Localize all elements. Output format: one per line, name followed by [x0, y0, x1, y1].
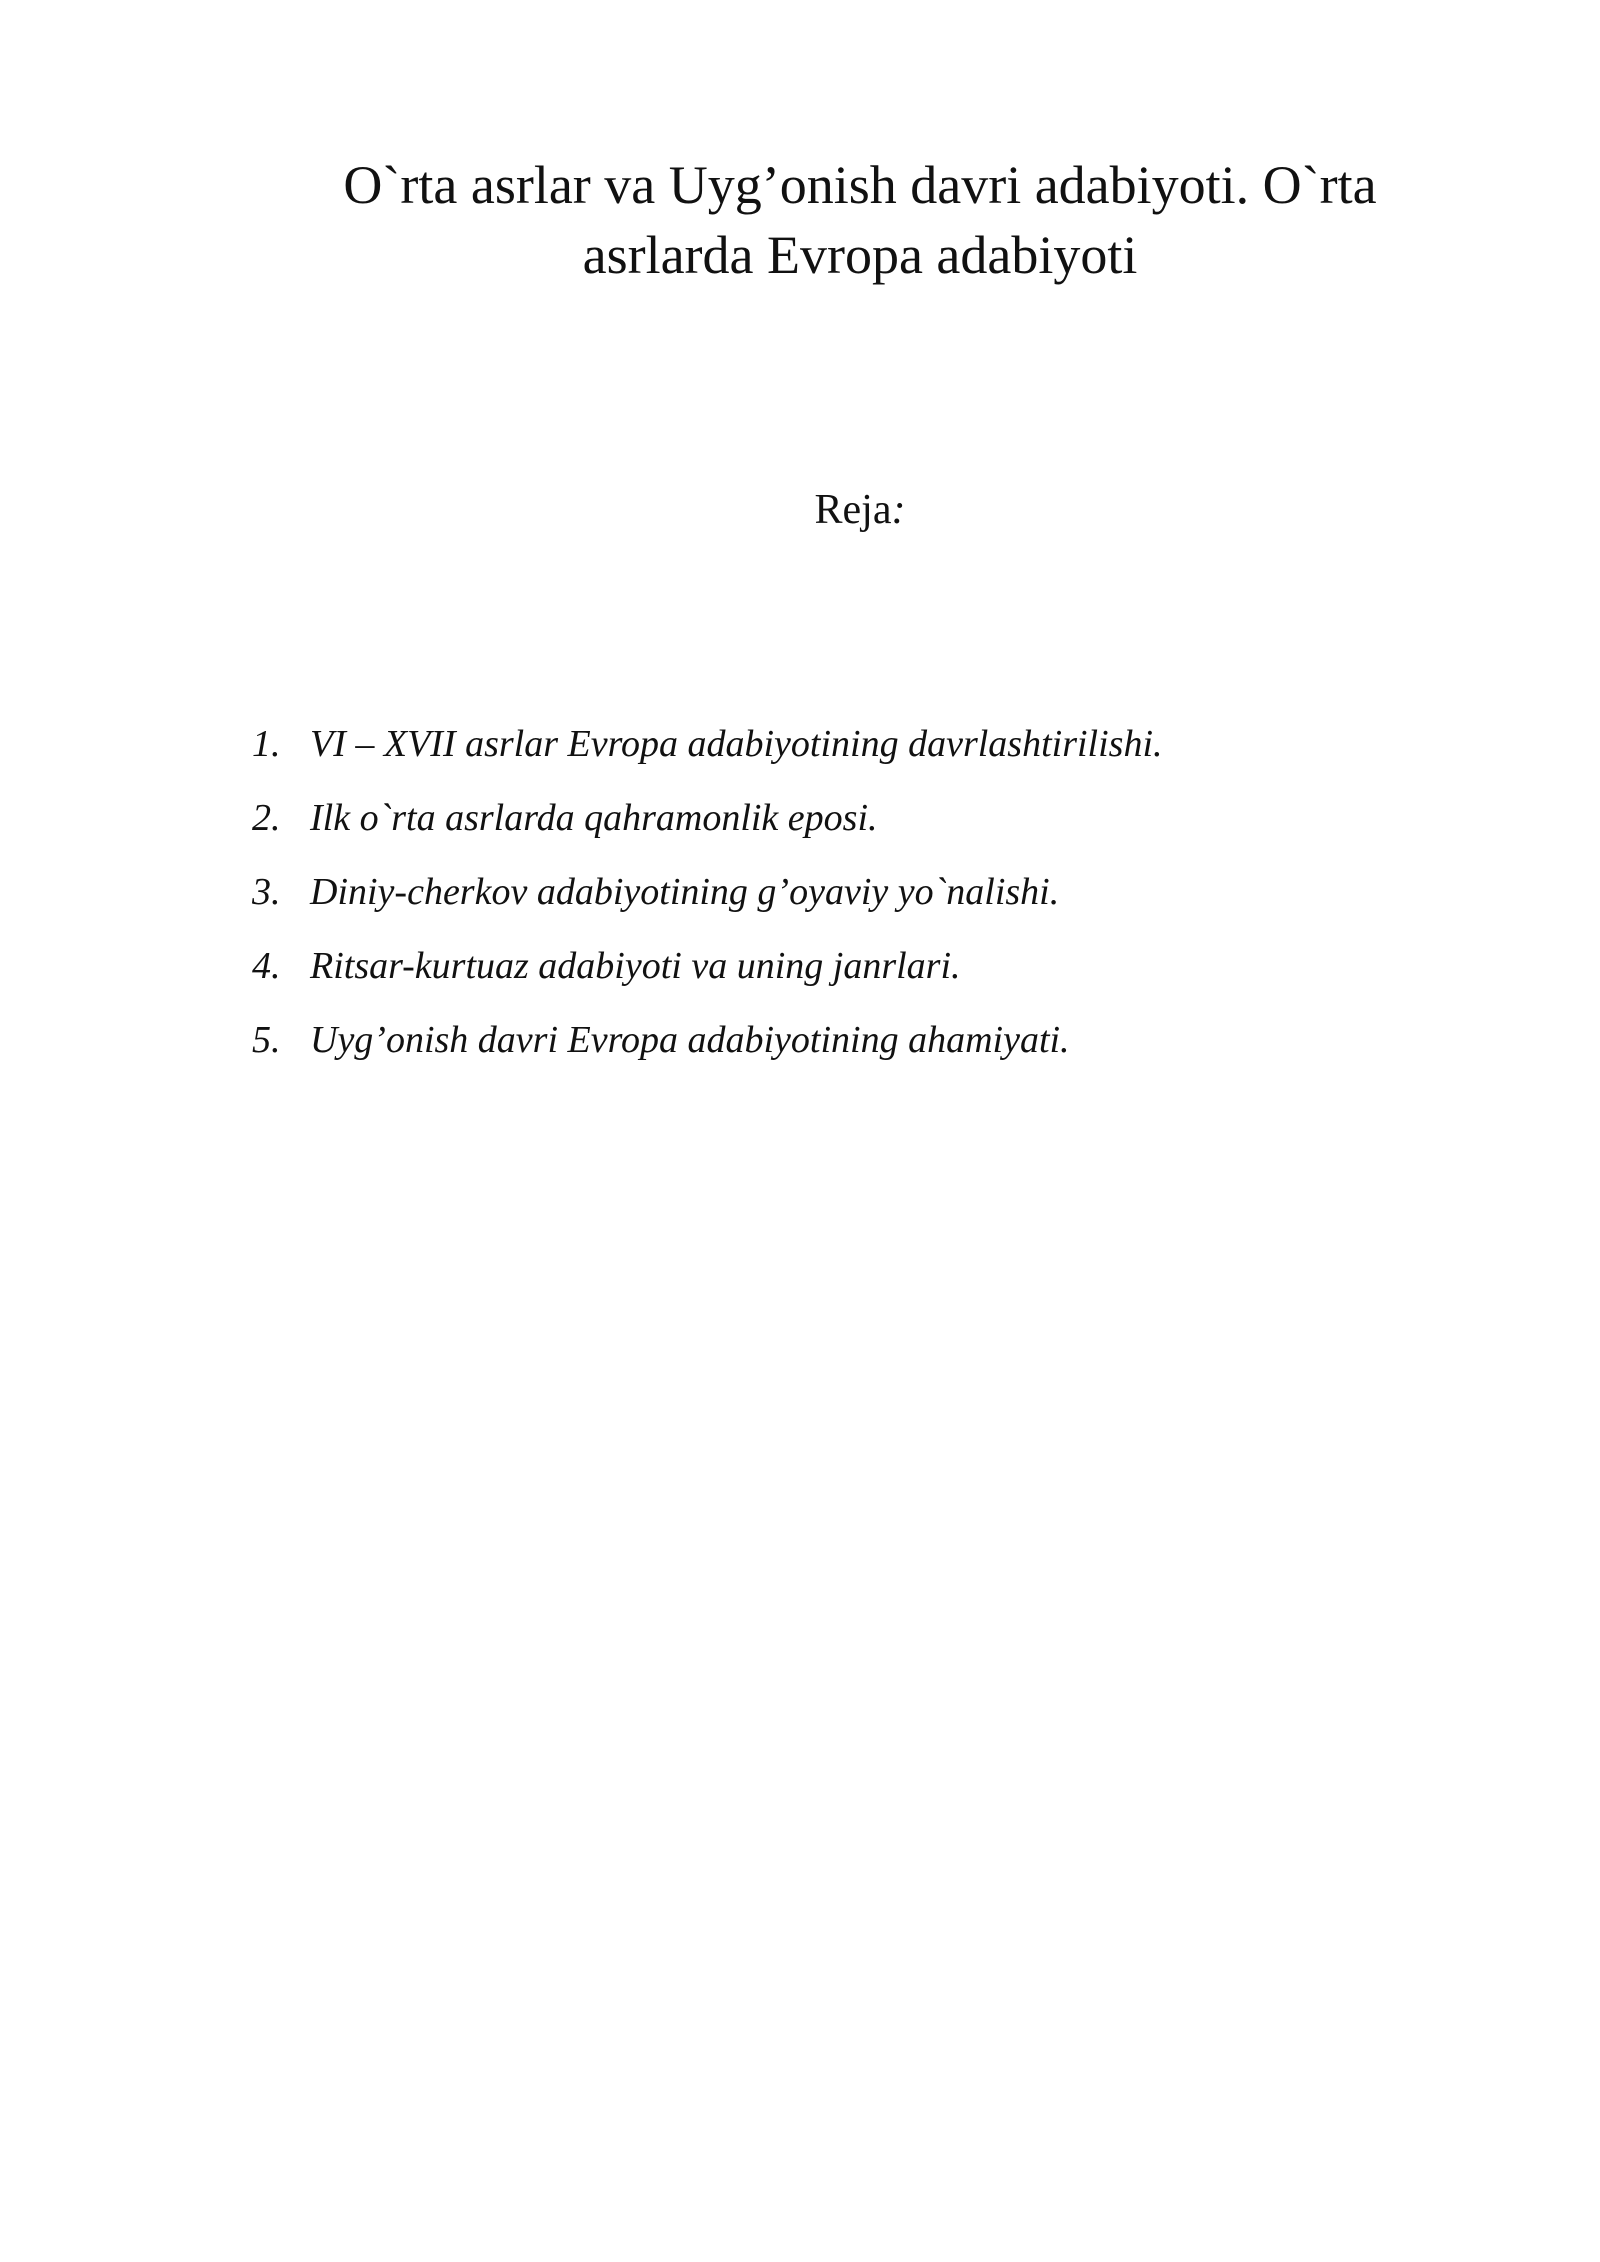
plan-item-text: Ilk o`rta asrlarda qahramonlik eposi.: [310, 797, 878, 839]
plan-item: [252, 1012, 1163, 1086]
title-line-2: asrlarda Evropa adabiyoti: [582, 225, 1138, 285]
plan-item: [252, 790, 1163, 864]
plan-item-text: Diniy-cherkov adabiyotining g’oyaviy yo`nalishi.: [310, 871, 1060, 913]
plan-item: [252, 716, 1163, 790]
plan-item-number: 1.: [252, 723, 281, 765]
plan-item: [252, 864, 1163, 938]
title-line-1: O`rta asrlar va Uyg’onish davri adabiyoti. O`rta: [343, 155, 1377, 215]
plan-item-number: 5.: [252, 1019, 281, 1061]
plan-heading-text: Reja: [814, 487, 892, 533]
plan-item: [252, 938, 1163, 1012]
plan-item-number: 3.: [252, 871, 281, 913]
plan-heading: [0, 480, 1600, 540]
plan-item-text: Ritsar-kurtuaz adabiyoti va uning janrlari.: [310, 945, 961, 987]
plan-item-number: 2.: [252, 797, 281, 839]
plan-item-number: 4.: [252, 945, 281, 987]
plan-heading-colon: :: [891, 487, 906, 533]
document-title: [250, 150, 1470, 290]
plan-list: [252, 716, 1163, 1086]
plan-item-text: VI – XVII asrlar Evropa adabiyotining davrlashtirilishi.: [310, 723, 1163, 765]
plan-item-text: Uyg’onish davri Evropa adabiyotining ahamiyati.: [310, 1019, 1070, 1061]
